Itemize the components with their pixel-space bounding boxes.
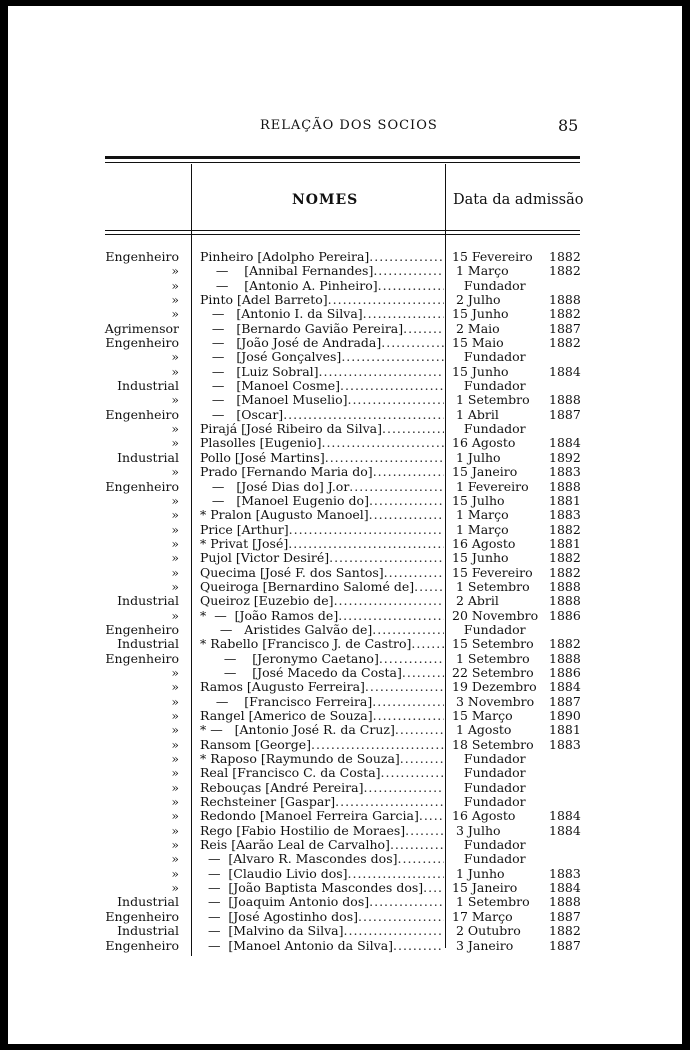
member-profession: » bbox=[171, 421, 179, 437]
list-item bbox=[8, 824, 682, 838]
list-item bbox=[8, 924, 682, 938]
member-name: Ramos [Augusto Ferreira] ..... bbox=[200, 680, 444, 694]
member-name: — [Manoel Antonio da Silva] ..... bbox=[200, 939, 444, 953]
member-profession: » bbox=[171, 363, 179, 379]
member-name: Price [Arthur] ..... bbox=[200, 523, 444, 537]
list-item bbox=[8, 422, 682, 436]
member-profession: » bbox=[171, 306, 179, 322]
member-profession: » bbox=[171, 535, 179, 551]
list-item bbox=[8, 336, 682, 350]
admission-date: 1 Setembro bbox=[452, 894, 530, 910]
admission-date: 15 Julho bbox=[452, 492, 505, 508]
admission-date: 15 Janeiro bbox=[452, 464, 518, 480]
member-profession: Engenheiro bbox=[105, 478, 179, 494]
member-profession: » bbox=[171, 435, 179, 451]
member-profession: » bbox=[171, 693, 179, 709]
list-item bbox=[8, 293, 682, 307]
admission-date: Fundador bbox=[452, 277, 526, 293]
member-name: — [João Baptista Mascondes dos] ..... bbox=[200, 881, 444, 895]
list-item bbox=[8, 695, 682, 709]
admission-date: 1 Setembro bbox=[452, 650, 530, 666]
member-profession: » bbox=[171, 607, 179, 623]
member-name: — [Francisco Ferreira] ..... bbox=[200, 695, 444, 709]
table-top-rule bbox=[105, 156, 580, 159]
member-name: Quecima [José F. dos Santos] ..... bbox=[200, 566, 444, 580]
list-item bbox=[8, 652, 682, 666]
member-name: — [Alvaro R. Mascondes dos] ..... bbox=[200, 852, 444, 866]
member-profession: » bbox=[171, 822, 179, 838]
admission-year: 1881 bbox=[549, 492, 581, 508]
member-profession: » bbox=[171, 292, 179, 308]
admission-date: 1 Setembro bbox=[452, 578, 530, 594]
member-name: Pinheiro [Adolpho Pereira] ..... bbox=[200, 250, 444, 264]
admission-year: 1887 bbox=[549, 908, 581, 924]
member-profession: » bbox=[171, 722, 179, 738]
list-item bbox=[8, 494, 682, 508]
list-item bbox=[8, 322, 682, 336]
admission-year: 1884 bbox=[549, 435, 581, 451]
admission-date: Fundador bbox=[452, 837, 526, 853]
member-profession: » bbox=[171, 808, 179, 824]
admission-date: 15 Junho bbox=[452, 550, 509, 566]
member-name: — [João José de Andrada] ..... bbox=[200, 336, 444, 350]
admission-date: Fundador bbox=[452, 378, 526, 394]
list-item bbox=[8, 480, 682, 494]
member-profession: Industrial bbox=[117, 593, 179, 609]
admission-year: 1882 bbox=[549, 923, 581, 939]
member-profession: » bbox=[171, 837, 179, 853]
list-item bbox=[8, 365, 682, 379]
admission-year: 1887 bbox=[549, 406, 581, 422]
list-item bbox=[8, 307, 682, 321]
page-number: 85 bbox=[558, 116, 579, 135]
admission-date: 2 Julho bbox=[452, 292, 501, 308]
admission-date: Fundador bbox=[452, 349, 526, 365]
list-item bbox=[8, 580, 682, 594]
admission-date: 19 Dezembro bbox=[452, 679, 537, 695]
admission-year: 1888 bbox=[549, 593, 581, 609]
list-item bbox=[8, 566, 682, 580]
admission-year: 1886 bbox=[549, 607, 581, 623]
list-item bbox=[8, 838, 682, 852]
admission-year: 1884 bbox=[549, 679, 581, 695]
admission-year: 1890 bbox=[549, 708, 581, 723]
member-name: Real [Francisco C. da Costa] ..... bbox=[200, 766, 444, 780]
member-name: — [Manoel Cosme] ..... bbox=[200, 379, 444, 393]
member-name: — [José Dias do] J.or ..... bbox=[200, 480, 444, 494]
list-item bbox=[8, 250, 682, 264]
list-item bbox=[8, 738, 682, 752]
admission-date: 1 Setembro bbox=[452, 392, 530, 408]
member-profession: Industrial bbox=[117, 378, 179, 394]
member-name: * Privat [José] ..... bbox=[200, 537, 444, 551]
member-name: — [Antonio A. Pinheiro] ..... bbox=[200, 279, 444, 293]
member-name: * Rabello [Francisco J. de Castro] ..... bbox=[200, 637, 444, 651]
admission-date: Fundador bbox=[452, 621, 526, 637]
member-profession: » bbox=[171, 392, 179, 408]
member-profession: Agrimensor bbox=[104, 320, 179, 336]
list-item bbox=[8, 867, 682, 881]
list-item bbox=[8, 910, 682, 924]
member-name: Pirajá [José Ribeiro da Silva] ..... bbox=[200, 422, 444, 436]
member-profession: » bbox=[171, 880, 179, 896]
admission-year: 1882 bbox=[549, 636, 581, 652]
member-name: Rego [Fabio Hostilio de Moraes] ..... bbox=[200, 824, 444, 838]
member-profession: Engenheiro bbox=[105, 406, 179, 422]
member-name: * Raposo [Raymundo de Souza] ..... bbox=[200, 752, 444, 766]
running-title: RELAÇÃO DOS SOCIOS bbox=[260, 118, 438, 133]
column-header-nomes: NOMES bbox=[292, 192, 359, 208]
admission-date: 1 Março bbox=[452, 263, 509, 279]
admission-year: 1884 bbox=[549, 822, 581, 838]
member-profession: » bbox=[171, 492, 179, 508]
list-item bbox=[8, 637, 682, 651]
list-item bbox=[8, 393, 682, 407]
member-profession: Industrial bbox=[117, 923, 179, 939]
member-name: — [Bernardo Gavião Pereira] ..... bbox=[200, 322, 444, 336]
list-item bbox=[8, 551, 682, 565]
list-item bbox=[8, 451, 682, 465]
admission-date: 22 Setembro bbox=[452, 664, 534, 680]
admission-date: 20 Novembro bbox=[452, 607, 539, 623]
list-item bbox=[8, 852, 682, 866]
admission-date: 1 Agosto bbox=[452, 722, 512, 738]
admission-date: 15 Junho bbox=[452, 306, 509, 322]
column-header-data: Data da admissão bbox=[453, 192, 584, 208]
member-profession: » bbox=[171, 277, 179, 293]
admission-year: 1882 bbox=[549, 335, 581, 351]
member-name: — [Jeronymo Caetano] ..... bbox=[200, 652, 444, 666]
member-name: — [Joaquim Antonio dos] ..... bbox=[200, 895, 444, 909]
member-name: — [Manoel Eugenio do] ..... bbox=[200, 494, 444, 508]
list-item bbox=[8, 350, 682, 364]
admission-date: 18 Setembro bbox=[452, 736, 534, 752]
member-profession: Industrial bbox=[117, 894, 179, 910]
list-item bbox=[8, 408, 682, 422]
member-name: Ransom [George] ..... bbox=[200, 738, 444, 752]
member-profession: » bbox=[171, 679, 179, 695]
admission-date: 16 Agosto bbox=[452, 535, 516, 551]
member-profession: » bbox=[171, 578, 179, 594]
admission-date: 1 Fevereiro bbox=[452, 478, 529, 494]
header-bottom-rule bbox=[105, 230, 580, 231]
admission-date: 3 Novembro bbox=[452, 693, 535, 709]
admission-year: 1882 bbox=[549, 564, 581, 580]
member-profession: » bbox=[171, 464, 179, 480]
admission-year: 1887 bbox=[549, 937, 581, 953]
list-item bbox=[8, 666, 682, 680]
admission-year: 1882 bbox=[549, 306, 581, 322]
member-name: — [Malvino da Silva] ..... bbox=[200, 924, 444, 938]
member-name: — [Manoel Muselio] ..... bbox=[200, 393, 444, 407]
member-name: * — [Antonio José R. da Cruz] ..... bbox=[200, 723, 444, 737]
admission-year: 1888 bbox=[549, 292, 581, 308]
member-profession: Industrial bbox=[117, 449, 179, 465]
list-item bbox=[8, 508, 682, 522]
list-item bbox=[8, 781, 682, 795]
member-name: Rangel [Americo de Souza] ..... bbox=[200, 709, 444, 723]
member-name: Plasolles [Eugenio] ..... bbox=[200, 436, 444, 450]
member-name: Redondo [Manoel Ferreira Garcia] ..... bbox=[200, 809, 444, 823]
member-name: — [José Agostinho dos] ..... bbox=[200, 910, 444, 924]
admission-year: 1884 bbox=[549, 880, 581, 896]
admission-year: 1888 bbox=[549, 894, 581, 910]
admission-date: 1 Abril bbox=[452, 406, 499, 422]
member-profession: Engenheiro bbox=[105, 650, 179, 666]
admission-year: 1882 bbox=[549, 550, 581, 566]
member-name: Rebouças [André Pereira] ..... bbox=[200, 781, 444, 795]
member-name: Queiroga [Bernardino Salomé de] ..... bbox=[200, 580, 444, 594]
admission-date: 2 Abril bbox=[452, 593, 499, 609]
list-item bbox=[8, 723, 682, 737]
list-item bbox=[8, 465, 682, 479]
member-name: Pujol [Victor Desiré] ..... bbox=[200, 551, 444, 565]
admission-date: 3 Julho bbox=[452, 822, 501, 838]
list-item bbox=[8, 895, 682, 909]
admission-date: 15 Março bbox=[452, 708, 513, 723]
admission-year: 1883 bbox=[549, 865, 581, 881]
header-bottom-rule-2 bbox=[105, 234, 580, 235]
member-profession: Engenheiro bbox=[105, 249, 179, 264]
list-item bbox=[8, 680, 682, 694]
admission-date: 15 Maio bbox=[452, 335, 504, 351]
admission-year: 1882 bbox=[549, 521, 581, 537]
admission-date: 17 Março bbox=[452, 908, 513, 924]
member-profession: » bbox=[171, 779, 179, 795]
member-name: Queiroz [Euzebio de] ..... bbox=[200, 594, 444, 608]
admission-year: 1887 bbox=[549, 693, 581, 709]
member-profession: » bbox=[171, 349, 179, 365]
admission-year: 1881 bbox=[549, 535, 581, 551]
admission-date: 3 Janeiro bbox=[452, 937, 514, 953]
member-profession: » bbox=[171, 736, 179, 752]
list-item bbox=[8, 881, 682, 895]
member-profession: Engenheiro bbox=[105, 937, 179, 953]
admission-date: 1 Março bbox=[452, 521, 509, 537]
member-name: — Aristides Galvão de] ..... bbox=[200, 623, 444, 637]
list-item bbox=[8, 594, 682, 608]
admission-date: 15 Fevereiro bbox=[452, 249, 533, 264]
admission-year: 1888 bbox=[549, 392, 581, 408]
admission-date: 1 Março bbox=[452, 507, 509, 523]
member-profession: Industrial bbox=[117, 636, 179, 652]
list-item bbox=[8, 379, 682, 393]
admission-date: Fundador bbox=[452, 851, 526, 867]
member-name: — [José Macedo da Costa] ..... bbox=[200, 666, 444, 680]
member-profession: » bbox=[171, 851, 179, 867]
member-name: — [Luiz Sobral] ..... bbox=[200, 365, 444, 379]
member-profession: » bbox=[171, 564, 179, 580]
admission-date: Fundador bbox=[452, 765, 526, 781]
member-profession: » bbox=[171, 708, 179, 723]
member-name: — [Annibal Fernandes] ..... bbox=[200, 264, 444, 278]
member-profession: » bbox=[171, 765, 179, 781]
admission-date: 15 Fevereiro bbox=[452, 564, 533, 580]
admission-date: Fundador bbox=[452, 794, 526, 810]
admission-date: 15 Setembro bbox=[452, 636, 534, 652]
admission-year: 1883 bbox=[549, 507, 581, 523]
admission-date: 2 Outubro bbox=[452, 923, 521, 939]
list-item bbox=[8, 709, 682, 723]
admission-year: 1884 bbox=[549, 808, 581, 824]
admission-year: 1888 bbox=[549, 578, 581, 594]
member-name: — [Antonio I. da Silva] ..... bbox=[200, 307, 444, 321]
page bbox=[8, 6, 682, 1044]
admission-date: 1 Junho bbox=[452, 865, 505, 881]
list-item bbox=[8, 752, 682, 766]
admission-date: 15 Junho bbox=[452, 363, 509, 379]
admission-date: 16 Agosto bbox=[452, 808, 516, 824]
member-name: Reis [Aarão Leal de Carvalho] ..... bbox=[200, 838, 444, 852]
admission-date: 2 Maio bbox=[452, 320, 500, 336]
list-item bbox=[8, 623, 682, 637]
admission-year: 1882 bbox=[549, 249, 581, 264]
list-item bbox=[8, 436, 682, 450]
list-item bbox=[8, 766, 682, 780]
member-name: * — [João Ramos de] ..... bbox=[200, 609, 444, 623]
admission-year: 1888 bbox=[549, 650, 581, 666]
admission-date: Fundador bbox=[452, 779, 526, 795]
member-profession: Engenheiro bbox=[105, 335, 179, 351]
member-profession: » bbox=[171, 865, 179, 881]
member-profession: » bbox=[171, 664, 179, 680]
member-profession: Engenheiro bbox=[105, 621, 179, 637]
member-name: Pollo [José Martins] ..... bbox=[200, 451, 444, 465]
admission-year: 1892 bbox=[549, 449, 581, 465]
admission-year: 1882 bbox=[549, 263, 581, 279]
list-item bbox=[8, 537, 682, 551]
list-item bbox=[8, 279, 682, 293]
member-profession: » bbox=[171, 794, 179, 810]
admission-date: 16 Agosto bbox=[452, 435, 516, 451]
member-list bbox=[8, 250, 682, 953]
table-top-rule-thin bbox=[105, 162, 580, 163]
member-profession: » bbox=[171, 751, 179, 767]
list-item bbox=[8, 939, 682, 953]
member-name: — [Oscar] ..... bbox=[200, 408, 444, 422]
list-item bbox=[8, 609, 682, 623]
admission-date: Fundador bbox=[452, 421, 526, 437]
admission-year: 1883 bbox=[549, 736, 581, 752]
list-item bbox=[8, 795, 682, 809]
member-name: Rechsteiner [Gaspar] ..... bbox=[200, 795, 444, 809]
member-profession: » bbox=[171, 507, 179, 523]
member-profession: » bbox=[171, 263, 179, 279]
admission-year: 1887 bbox=[549, 320, 581, 336]
member-name: Prado [Fernando Maria do] ..... bbox=[200, 465, 444, 479]
list-item bbox=[8, 523, 682, 537]
admission-date: Fundador bbox=[452, 751, 526, 767]
admission-date: 15 Janeiro bbox=[452, 880, 518, 896]
member-profession: » bbox=[171, 550, 179, 566]
admission-year: 1883 bbox=[549, 464, 581, 480]
member-name: * Pralon [Augusto Manoel] ..... bbox=[200, 508, 444, 522]
admission-year: 1884 bbox=[549, 363, 581, 379]
member-profession: Engenheiro bbox=[105, 908, 179, 924]
admission-year: 1881 bbox=[549, 722, 581, 738]
list-item bbox=[8, 809, 682, 823]
member-name: — [José Gonçalves] ..... bbox=[200, 350, 444, 364]
member-name: Pinto [Adel Barreto] ..... bbox=[200, 293, 444, 307]
list-item bbox=[8, 264, 682, 278]
member-profession: » bbox=[171, 521, 179, 537]
admission-year: 1886 bbox=[549, 664, 581, 680]
admission-date: 1 Julho bbox=[452, 449, 501, 465]
member-name: — [Claudio Livio dos] ..... bbox=[200, 867, 444, 881]
admission-year: 1888 bbox=[549, 478, 581, 494]
